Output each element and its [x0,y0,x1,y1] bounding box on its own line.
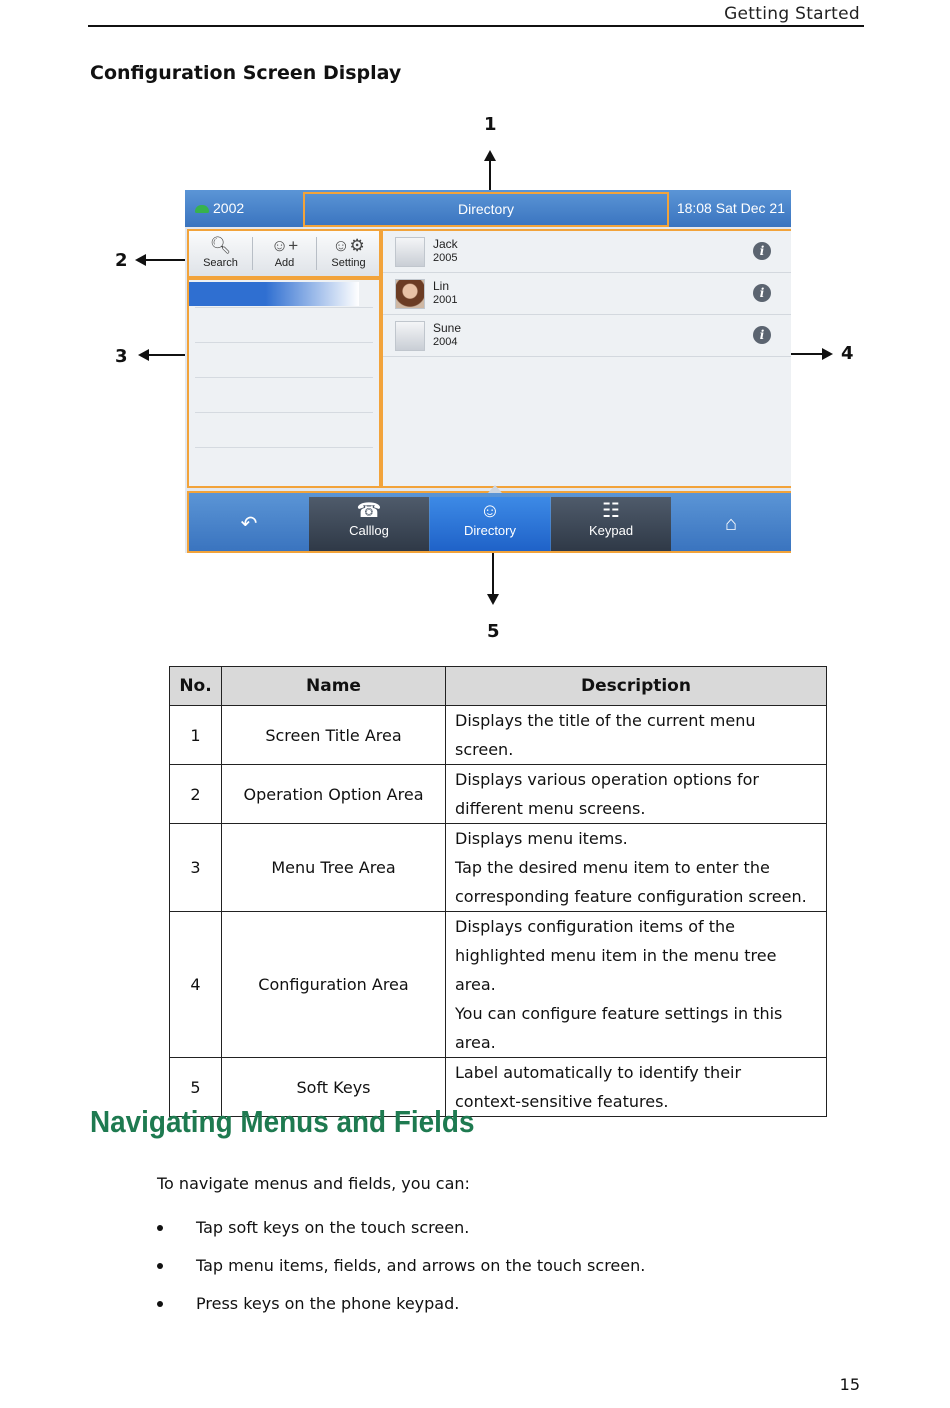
contact-number: 2004 [433,336,458,348]
setting-option-label: Setting [331,257,366,269]
callout-1-arrowhead [484,150,496,161]
column-header-name: Name [222,667,446,706]
search-option-label: Search [203,257,238,269]
column-header-no: No. [170,667,222,706]
bullet-icon [157,1225,163,1231]
phone-screen [185,190,791,553]
account-number: 2002 [213,200,245,216]
callout-5: 5 [487,621,500,642]
callout-1-arrow [489,160,491,190]
row-description [446,765,827,824]
highlighted-menu-item[interactable] [189,282,359,306]
table-row [170,706,827,765]
row-name: Soft Keys [222,1058,446,1117]
description-line: Label automatically to identify their [455,1063,742,1082]
description-line: area. [455,1033,496,1052]
callout-4-arrow [791,353,823,355]
description-line: Displays the title of the current menu screen. [455,711,756,759]
calllog-label: Calllog [349,523,389,538]
row-number: 1 [170,706,222,765]
search-icon: 🔍︎ [209,236,232,255]
operation-option-area [187,229,381,278]
menu-divider [195,377,373,378]
contact-setting-icon: ☺⚙ [332,236,365,255]
menu-tree-area [187,278,381,488]
page-number: 15 [839,1375,860,1394]
row-name: Configuration Area [222,912,446,1058]
account-indicator [195,200,244,216]
callout-4-arrowhead [822,348,833,360]
directory-softkey[interactable] [430,497,550,551]
avatar [395,279,425,309]
row-description [446,706,827,765]
screen-title-area: Directory [303,192,669,227]
row-number: 4 [170,912,222,1058]
callout-3-arrowhead [138,349,149,361]
row-description [446,912,827,1058]
row-name: Screen Title Area [222,706,446,765]
row-description [446,1058,827,1117]
keypad-softkey[interactable] [551,497,671,551]
column-header-description: Description [446,667,827,706]
info-icon[interactable]: i [753,326,771,344]
intro-text: To navigate menus and fields, you can: [157,1174,470,1193]
row-number: 5 [170,1058,222,1117]
soft-keys-area [187,491,791,553]
calllog-icon: ☎ [356,500,382,522]
description-line: Displays configuration items of the [455,917,735,936]
contact-row[interactable] [383,273,791,315]
callout-4: 4 [841,343,854,364]
home-icon: ⌂ [724,513,738,535]
directory-label: Directory [463,523,516,538]
row-name: Operation Option Area [222,765,446,824]
table-row [170,912,827,1058]
list-item-text: Tap menu items, fields, and arrows on the touch screen. [196,1256,646,1275]
callout-5-arrowhead [487,594,499,605]
contact-number: 2005 [433,252,458,264]
bullet-icon [157,1263,163,1269]
section-title: Configuration Screen Display [90,62,402,84]
home-softkey[interactable] [671,497,791,551]
contact-name: Lin [433,279,450,293]
row-description [446,824,827,912]
avatar [395,237,425,267]
callout-2-arrow [145,259,187,261]
phone-icon [195,205,209,213]
contact-row[interactable] [383,231,791,273]
directory-icon: ☺ [479,500,501,522]
table-row [170,824,827,912]
row-number: 3 [170,824,222,912]
description-line: Displays various operation options for [455,770,759,789]
add-option-button[interactable] [253,231,316,276]
setting-option-button[interactable] [317,231,380,276]
callout-1: 1 [484,114,497,135]
description-line: context-sensitive features. [455,1092,669,1111]
description-line: highlighted menu item in the menu tree area. [455,946,777,994]
avatar [395,321,425,351]
keypad-icon: ☷ [602,500,620,522]
menu-divider [195,307,373,308]
keypad-label: Keypad [588,523,634,538]
info-icon[interactable]: i [753,242,771,260]
contact-row[interactable] [383,315,791,357]
screen-title-bar [185,190,791,227]
contact-number: 2001 [433,294,458,306]
navigating-heading: Navigating Menus and Fields [90,1104,475,1139]
table-row [170,765,827,824]
configuration-screen-figure [0,0,950,650]
add-option-label: Add [274,257,295,269]
search-option-button[interactable] [189,231,252,276]
back-arrow-icon: ↶ [240,513,258,535]
screen-areas-table [169,666,827,1117]
list-item-text: Press keys on the phone keypad. [196,1294,460,1313]
contact-name: Jack [433,237,458,251]
contact-name: Sune [433,321,462,335]
menu-divider [195,447,373,448]
callout-2-arrowhead [135,254,146,266]
back-softkey[interactable] [189,497,309,551]
callout-5-arrow [492,553,494,595]
row-number: 2 [170,765,222,824]
info-icon[interactable]: i [753,284,771,302]
menu-divider [195,342,373,343]
menu-divider [195,412,373,413]
description-line: Tap the desired menu item to enter the [455,858,770,877]
description-line: You can configure feature settings in this [455,1004,783,1023]
callout-2: 2 [115,250,128,271]
table-header-row [170,667,827,706]
running-header: Getting Started [724,4,860,24]
description-line: different menu screens. [455,799,646,818]
list-item-text: Tap soft keys on the touch screen. [196,1218,470,1237]
calllog-softkey[interactable] [309,497,429,551]
add-contact-icon: ☺+ [270,236,299,255]
active-key-pointer [488,485,502,493]
callout-3-arrow [148,354,187,356]
description-line: Displays menu items. [455,829,628,848]
callout-3: 3 [115,346,128,367]
bullet-icon [157,1301,163,1307]
description-line: corresponding feature configuration screen. [455,887,807,906]
row-name: Menu Tree Area [222,824,446,912]
date-time: 18:08 Sat Dec 21 [676,200,785,216]
configuration-area [381,229,791,488]
